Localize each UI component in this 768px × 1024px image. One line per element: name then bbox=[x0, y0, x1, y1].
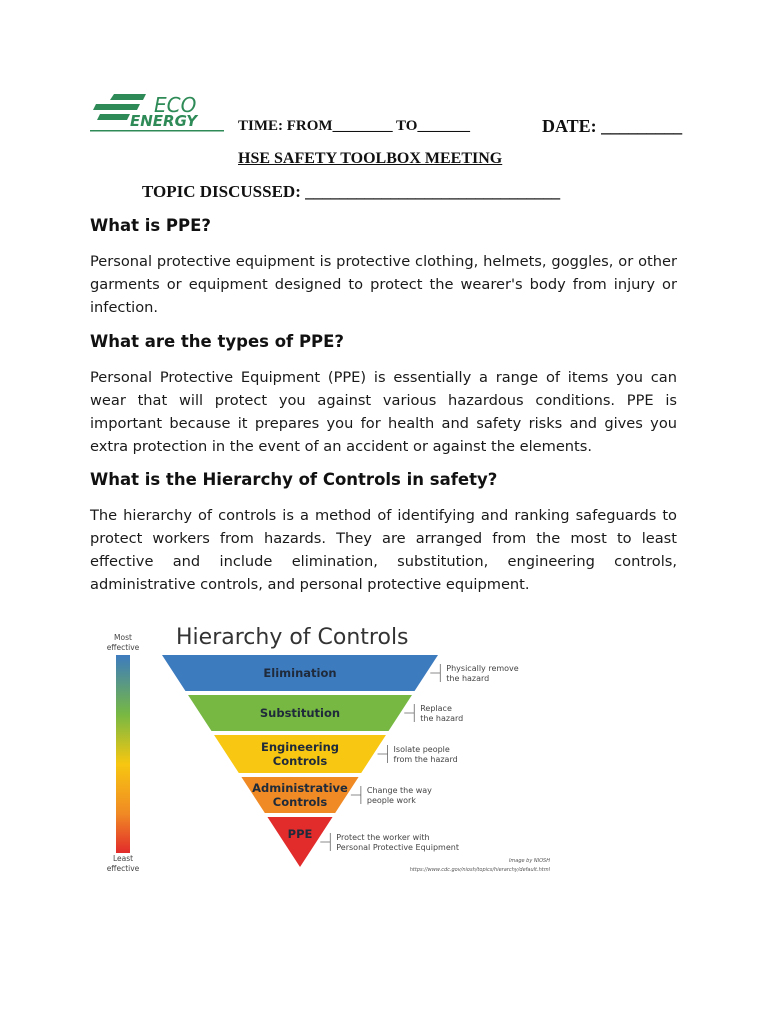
topic-field: TOPIC DISCUSSED: ______________________________ bbox=[142, 182, 561, 201]
most-effective-label-1: Most bbox=[114, 633, 132, 642]
level-note-4-2: people work bbox=[366, 796, 416, 805]
level-label-4-2: Controls bbox=[272, 795, 328, 809]
level-bracket-2 bbox=[404, 704, 414, 722]
most-effective-label-2: effective bbox=[106, 643, 140, 652]
level-label-3-1: Engineering bbox=[260, 740, 340, 754]
level-note-4-1: Change the way bbox=[366, 786, 432, 795]
date-field: DATE: _________ bbox=[542, 116, 683, 136]
eco-energy-logo bbox=[90, 92, 224, 134]
section-text-what-is-ppe: Personal protective equipment is protective clothing, helmets, goggles, or other garments or equipment designed to protect the wearer's body from injury or infection. bbox=[90, 253, 677, 316]
image-credit-1: Image by NIOSH bbox=[508, 858, 550, 864]
level-note-1-1: Physically remove bbox=[446, 664, 519, 673]
diagram-title: Hierarchy of Controls bbox=[176, 625, 409, 650]
level-label-2-1: Substitution bbox=[259, 706, 341, 720]
level-bracket-5 bbox=[320, 833, 330, 851]
section-text-types-of-ppe: Personal Protective Equipment (PPE) is essentially a range of items you can wear that will protect you against various hazardous conditions. PPE is important because it prepares you for health and safety risks and gives you extra protection in the event of an accident or against the elements. bbox=[90, 369, 677, 455]
section-heading-types-of-ppe: What are the types of PPE? bbox=[90, 332, 344, 351]
section-heading-what-is-ppe: What is PPE? bbox=[90, 216, 211, 235]
level-label-5-1: PPE bbox=[287, 827, 313, 841]
document-title: HSE SAFETY TOOLBOX MEETING bbox=[238, 150, 503, 167]
level-label-3-2: Controls bbox=[272, 754, 328, 768]
least-effective-label-1: Least bbox=[112, 854, 134, 863]
level-bracket-4 bbox=[351, 786, 361, 804]
level-label-4-1: Administrative bbox=[252, 781, 348, 795]
effectiveness-gradient-bar bbox=[116, 655, 130, 853]
level-label-1-1: Elimination bbox=[263, 666, 337, 680]
section-text-hierarchy: The hierarchy of controls is a method of identifying and ranking safeguards to protect workers from hazards. They are arranged from the most to least effective and include elimination, substitution, engineering controls, administrative controls, and personal protective equipment. bbox=[90, 507, 677, 593]
level-note-2-2: the hazard bbox=[420, 714, 464, 723]
logo-energy-text: ENERGY bbox=[130, 112, 198, 130]
level-note-5-1: Protect the worker with bbox=[336, 833, 430, 842]
time-field: TIME: FROM________ TO_______ bbox=[238, 118, 470, 134]
least-effective-label-2: effective bbox=[106, 864, 140, 873]
level-bracket-3 bbox=[378, 745, 388, 763]
hierarchy-of-controls-diagram bbox=[90, 605, 570, 883]
level-note-1-2: the hazard bbox=[446, 674, 490, 683]
logo-eco-text: ECO bbox=[154, 93, 197, 117]
level-note-3-1: Isolate people bbox=[393, 745, 450, 754]
level-note-2-1: Replace bbox=[420, 704, 452, 713]
image-credit-2: https://www.cdc.gov/niosh/topics/hierarchy/default.html bbox=[409, 867, 550, 873]
level-bracket-1 bbox=[430, 664, 440, 682]
section-heading-hierarchy: What is the Hierarchy of Controls in safety? bbox=[90, 470, 498, 489]
level-note-3-2: from the hazard bbox=[393, 755, 458, 764]
level-note-5-2: Personal Protective Equipment bbox=[336, 843, 459, 852]
